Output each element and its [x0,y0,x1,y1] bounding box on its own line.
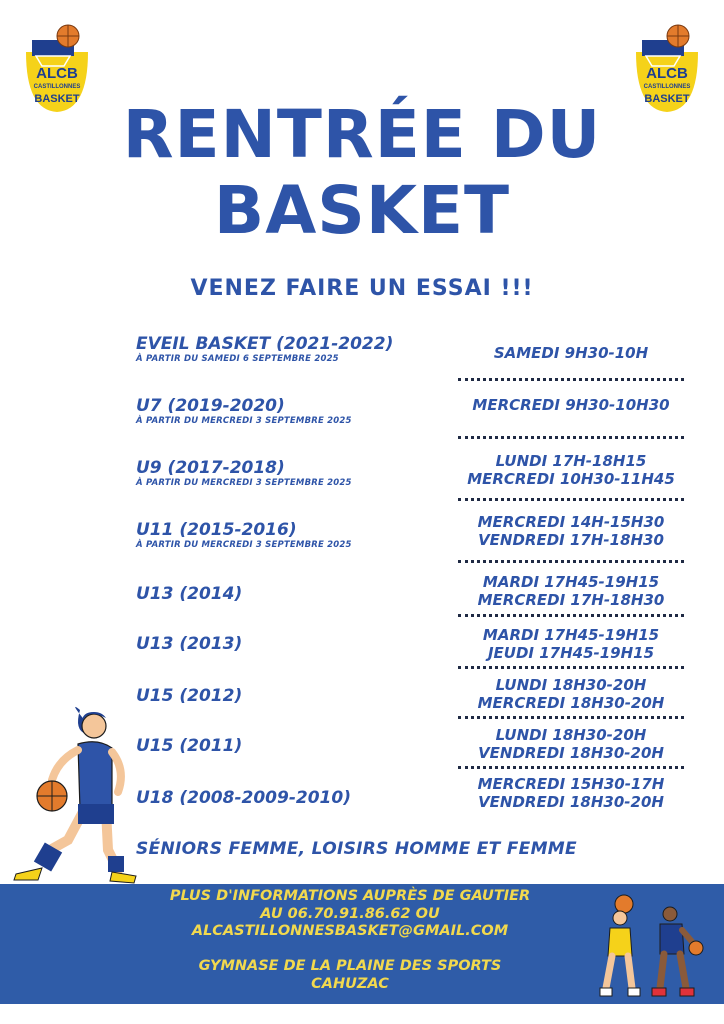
divider [458,766,684,769]
title-line-1: RENTRÉE DU [122,96,602,173]
divider [458,378,684,381]
category-start-date: À PARTIR DU MERCREDI 3 SEPTEMBRE 2025 [136,478,352,488]
time-slot: VENDREDI 18H30-20H [478,744,664,762]
schedule-times [455,452,687,488]
schedule-times [455,396,687,414]
schedule-times [455,344,687,362]
schedule-times [455,513,687,549]
time-slot: MERCREDI 10H30-11H45 [467,470,675,488]
category [136,458,352,488]
divider [458,498,684,501]
logo-text-mid: CASTILLONNES [643,84,691,90]
schedule-times [455,573,687,609]
time-slot: LUNDI 18H30-20H [495,726,647,744]
schedule-row [0,334,724,390]
divider [458,614,684,617]
contact-info [140,888,560,993]
time-slot: MERCREDI 17H-18H30 [477,591,665,609]
time-slot: SAMEDI 9H30-10H [493,344,649,362]
time-slot: MARDI 17H45-19H15 [482,626,660,644]
logo-text-bottom: BASKET [644,93,690,105]
category [136,686,242,706]
seniors-line: SÉNIORS FEMME, LOISIRS HOMME ET FEMME [136,839,577,859]
category-name: U15 (2012) [136,686,243,706]
time-slot: MERCREDI 9H30-10H30 [472,396,670,414]
time-slot: MERCREDI 18H30-20H [477,694,665,712]
time-slot: MERCREDI 15H30-17H [477,775,665,793]
category-start-date: À PARTIR DU MERCREDI 3 SEPTEMBRE 2025 [136,416,352,426]
info-venue: GYMNASE DE LA PLAINE DES SPORTS [198,958,502,974]
category [136,520,352,550]
info-town: CAHUZAC [311,975,389,992]
category [136,334,393,364]
category-start-date: À PARTIR DU MERCREDI 3 SEPTEMBRE 2025 [136,540,352,550]
time-slot: MARDI 17H45-19H15 [482,573,660,591]
category-name: U7 (2019-2020) [136,396,285,416]
info-email: ALCASTILLONNESBASKET@GMAIL.COM [191,923,509,939]
basketball-player-illustration [8,700,138,885]
divider [458,436,684,439]
category [136,584,242,604]
category-name: U18 (2008-2009-2010) [136,788,351,808]
category-start-date: À PARTIR DU SAMEDI 6 SEPTEMBRE 2025 [136,354,339,364]
time-slot: MERCREDI 14H-15H30 [477,513,665,531]
divider [458,716,684,719]
category [136,788,351,808]
category-name: U13 (2013) [136,634,243,654]
schedule-row [0,396,724,452]
subtitle: VENEZ FAIRE UN ESSAI !!! [190,276,534,301]
category [136,396,352,426]
schedule-times [455,775,687,811]
category [136,736,242,756]
time-slot: JEUDI 17H45-19H15 [487,644,655,662]
logo-text-bottom: BASKET [34,93,80,105]
logo-text-mid: CASTILLONNES [33,84,81,90]
divider [458,560,684,563]
category-name: U13 (2014) [136,584,243,604]
time-slot: LUNDI 17H-18H15 [495,452,647,470]
info-spacer [140,941,560,959]
schedule-times [455,676,687,712]
logo-text-top: ALCB [36,65,78,82]
info-line: PLUS D'INFORMATIONS AUPRÈS DE GAUTIER [169,888,531,904]
basketball-players-illustration [590,884,714,1004]
time-slot: LUNDI 18H30-20H [495,676,647,694]
info-phone: AU 06.70.91.86.62 OU [260,905,440,922]
time-slot: VENDREDI 18H30-20H [478,793,664,811]
category-name: U11 (2015-2016) [136,520,297,540]
schedule-row [0,513,724,576]
title-line-2: BASKET [213,172,511,249]
category-name: U9 (2017-2018) [136,458,285,478]
logo-text-top: ALCB [646,65,688,82]
schedule-times [455,626,687,662]
category-name: EVEIL BASKET (2021-2022) [136,334,394,354]
time-slot: VENDREDI 17H-18H30 [478,531,664,549]
basketball-icon [689,941,703,955]
schedule-times [455,726,687,762]
schedule-row [0,452,724,514]
divider [458,666,684,669]
category-name: U15 (2011) [136,736,243,756]
category [136,634,242,654]
